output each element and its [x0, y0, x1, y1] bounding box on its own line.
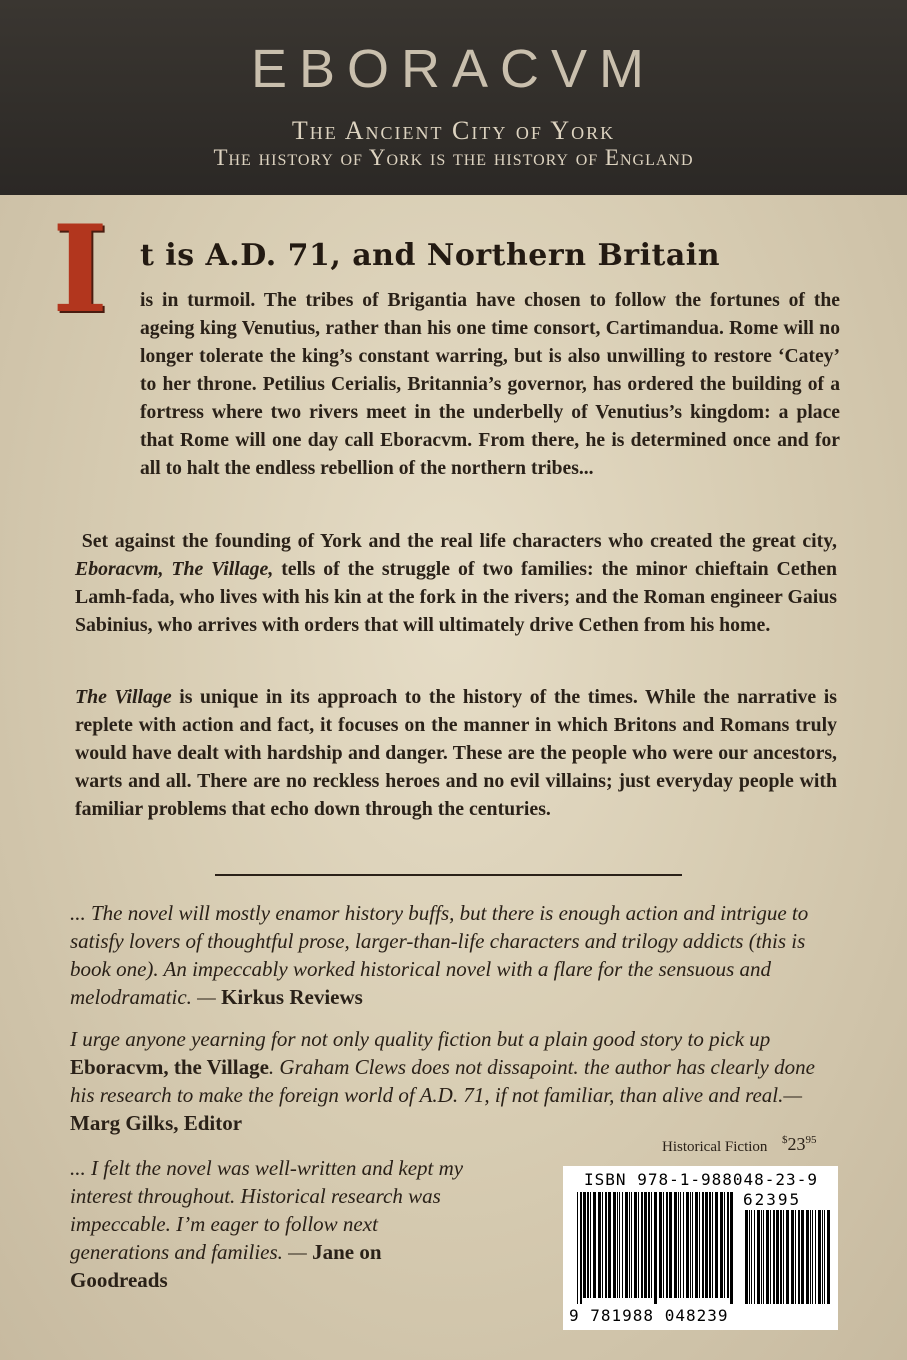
lead-line: t is A.D. 71, and Northern Britain: [140, 238, 721, 273]
book-tagline: The history of York is the history of England: [213, 145, 694, 170]
barcode-bar: [583, 1192, 586, 1298]
barcode-bar: [720, 1192, 723, 1298]
body-paragraph-3: The Village is unique in its approach to the history of the times. While the narrative is replete with action and fact, it focuses on the manner in which Britons and Romans truly would have dealt with hardship and danger. These are the people who were our ancestors, warts and all. There are no reckless heroes and no evil villains; just everyday people with familiar problems that echo down through the centuries.: [75, 686, 837, 820]
header-band: [0, 0, 907, 195]
divider: [215, 874, 682, 876]
barcode-bar: [617, 1192, 618, 1298]
book-title-ref: The Village: [75, 686, 172, 708]
book-title-ref: Eboracvm, The Village,: [75, 558, 274, 580]
isbn-label: ISBN 978-1-988048-23-9: [584, 1170, 818, 1189]
barcode-bar: [724, 1192, 725, 1298]
book-subtitle: The Ancient City of York: [291, 116, 616, 145]
barcode-bar: [631, 1192, 632, 1298]
barcode-bar: [678, 1192, 679, 1298]
barcode-bar: [629, 1192, 630, 1298]
barcode-bar: [680, 1192, 681, 1298]
barcode-bar: [715, 1192, 718, 1298]
drop-cap: I: [52, 199, 109, 340]
barcode-bar: [674, 1192, 677, 1298]
barcode-bar: [798, 1210, 800, 1304]
barcode-bar: [757, 1210, 760, 1304]
barcode-bar: [780, 1210, 782, 1304]
barcode-bar: [602, 1192, 603, 1298]
barcode-bar: [638, 1192, 639, 1298]
barcode-bar: [822, 1210, 823, 1304]
barcode-bar: [686, 1192, 689, 1298]
barcode-bar: [815, 1210, 816, 1304]
body-paragraph-2: Set against the founding of York and the real life characters who created the great city, Eboracvm, The Village, tells of the struggle of two families: the minor chieftain Cethen Lamh-fada, who lives with his kin at the fork in the rivers; and the Roman engineer Gaius Sabinius, who arrives with orders that will ultimately drive Cethen from his home.: [75, 530, 838, 636]
barcode-bar: [641, 1192, 643, 1298]
barcode-bar: [824, 1210, 825, 1304]
barcode: [563, 1166, 838, 1330]
barcode-bar: [577, 1192, 578, 1304]
barcode-bar: [654, 1192, 657, 1304]
barcode-bar: [770, 1210, 771, 1304]
barcode-bar: [786, 1210, 789, 1304]
barcode-addon: 62395: [743, 1190, 802, 1209]
barcode-bar: [590, 1192, 591, 1298]
barcode-bar: [702, 1192, 704, 1298]
barcode-bar: [619, 1192, 620, 1298]
barcode-bar: [763, 1210, 764, 1304]
barcode-bar: [690, 1192, 691, 1298]
review-source: Jane on Goodreads: [70, 1240, 382, 1292]
barcode-bar: [644, 1192, 647, 1298]
barcode-bar: [712, 1192, 713, 1298]
barcode-bar: [773, 1210, 775, 1304]
barcode-bar: [648, 1192, 650, 1298]
barcode-bar: [754, 1210, 755, 1304]
barcode-bar: [663, 1192, 664, 1298]
book-title-ref: Eboracvm, the Village: [70, 1055, 269, 1079]
barcode-bar: [587, 1192, 589, 1298]
barcode-bar: [812, 1210, 813, 1304]
barcode-bar: [613, 1192, 616, 1298]
barcode-bar: [818, 1210, 821, 1304]
ean-number: 9 781988 048239: [569, 1306, 729, 1325]
barcode-bar: [580, 1192, 582, 1304]
barcode-bar: [801, 1210, 804, 1304]
barcode-bar: [605, 1192, 607, 1298]
barcode-bar: [745, 1210, 748, 1304]
barcode-bar: [827, 1210, 830, 1304]
barcode-bar: [709, 1192, 711, 1298]
barcode-bar: [659, 1192, 662, 1298]
price: $^{\$}23^{95}$: [782, 1134, 817, 1154]
barcode-bar: [766, 1210, 769, 1304]
barcode-bar: [791, 1210, 794, 1304]
barcode-bar: [810, 1210, 811, 1304]
barcode-bar: [622, 1192, 623, 1298]
barcode-bar: [795, 1210, 796, 1304]
barcode-bar: [666, 1192, 668, 1298]
barcode-bar: [625, 1192, 628, 1298]
review-goodreads: ... I felt the novel was well-written and kept my interest throughout. Historical research was impeccable. I’m eager to follow next generations and families. — Jane on Goodreads: [70, 1156, 464, 1292]
barcode-bar: [730, 1192, 733, 1304]
barcode-bar: [776, 1210, 779, 1304]
barcode-bar: [695, 1192, 698, 1298]
barcode-bar: [651, 1192, 652, 1298]
barcode-bar: [749, 1210, 750, 1304]
barcode-bar: [699, 1192, 700, 1298]
review-gilks: I urge anyone yearning for not only quality fiction but a plain good story to pick up Eboracvm, the Village. Graham Clews does not dissapoint. the author has clearly done his research to make the foreign world of A.D. 71, if not familiar, than alive and real.— Marg Gilks, Editor: [70, 1027, 815, 1135]
barcode-bar: [598, 1192, 601, 1298]
genre-label: Historical Fiction: [662, 1139, 768, 1155]
review-kirkus: ... The novel will mostly enamor history buffs, but there is enough action and intrigue to satisfy lovers of thoughtful prose, larger-than-life characters and trilogy addicts (this is book one). An impeccably worked historical novel with a flare for the sensuous and melodramatic. — Kirkus Reviews: [70, 901, 809, 1009]
barcode-bar: [806, 1210, 809, 1304]
barcode-bar: [783, 1210, 784, 1304]
barcode-bar: [705, 1192, 708, 1298]
barcode-bar: [634, 1192, 637, 1298]
barcode-bar: [669, 1192, 672, 1298]
review-source: Marg Gilks, Editor: [70, 1111, 243, 1135]
barcode-bar: [683, 1192, 684, 1298]
barcode-bar: [692, 1192, 693, 1298]
barcode-bar: [608, 1192, 611, 1298]
barcode-bar: [593, 1192, 596, 1298]
barcode-bar: [761, 1210, 762, 1304]
barcode-bar: [727, 1192, 729, 1298]
intro-paragraph: is in turmoil. The tribes of Brigantia have chosen to follow the fortunes of the ageing king Venutius, rather than his one time consort, Cartimandua. Rome will no longer tolerate the king’s constant warring, but is also unwilling to restore ‘Catey’ to her throne. Petilius Cerialis, Britannia’s governor, has ordered the building of a fortress where two rivers meet in the underbelly of Venutius’s kingdom: a place that Rome will one day call Eboracvm. From there, he is determined once and for all to halt the endless rebellion of the northern tribes...: [140, 290, 840, 479]
barcode-bar: [751, 1210, 752, 1304]
review-source: Kirkus Reviews: [221, 985, 363, 1009]
book-title: EBORACVM: [250, 39, 657, 99]
